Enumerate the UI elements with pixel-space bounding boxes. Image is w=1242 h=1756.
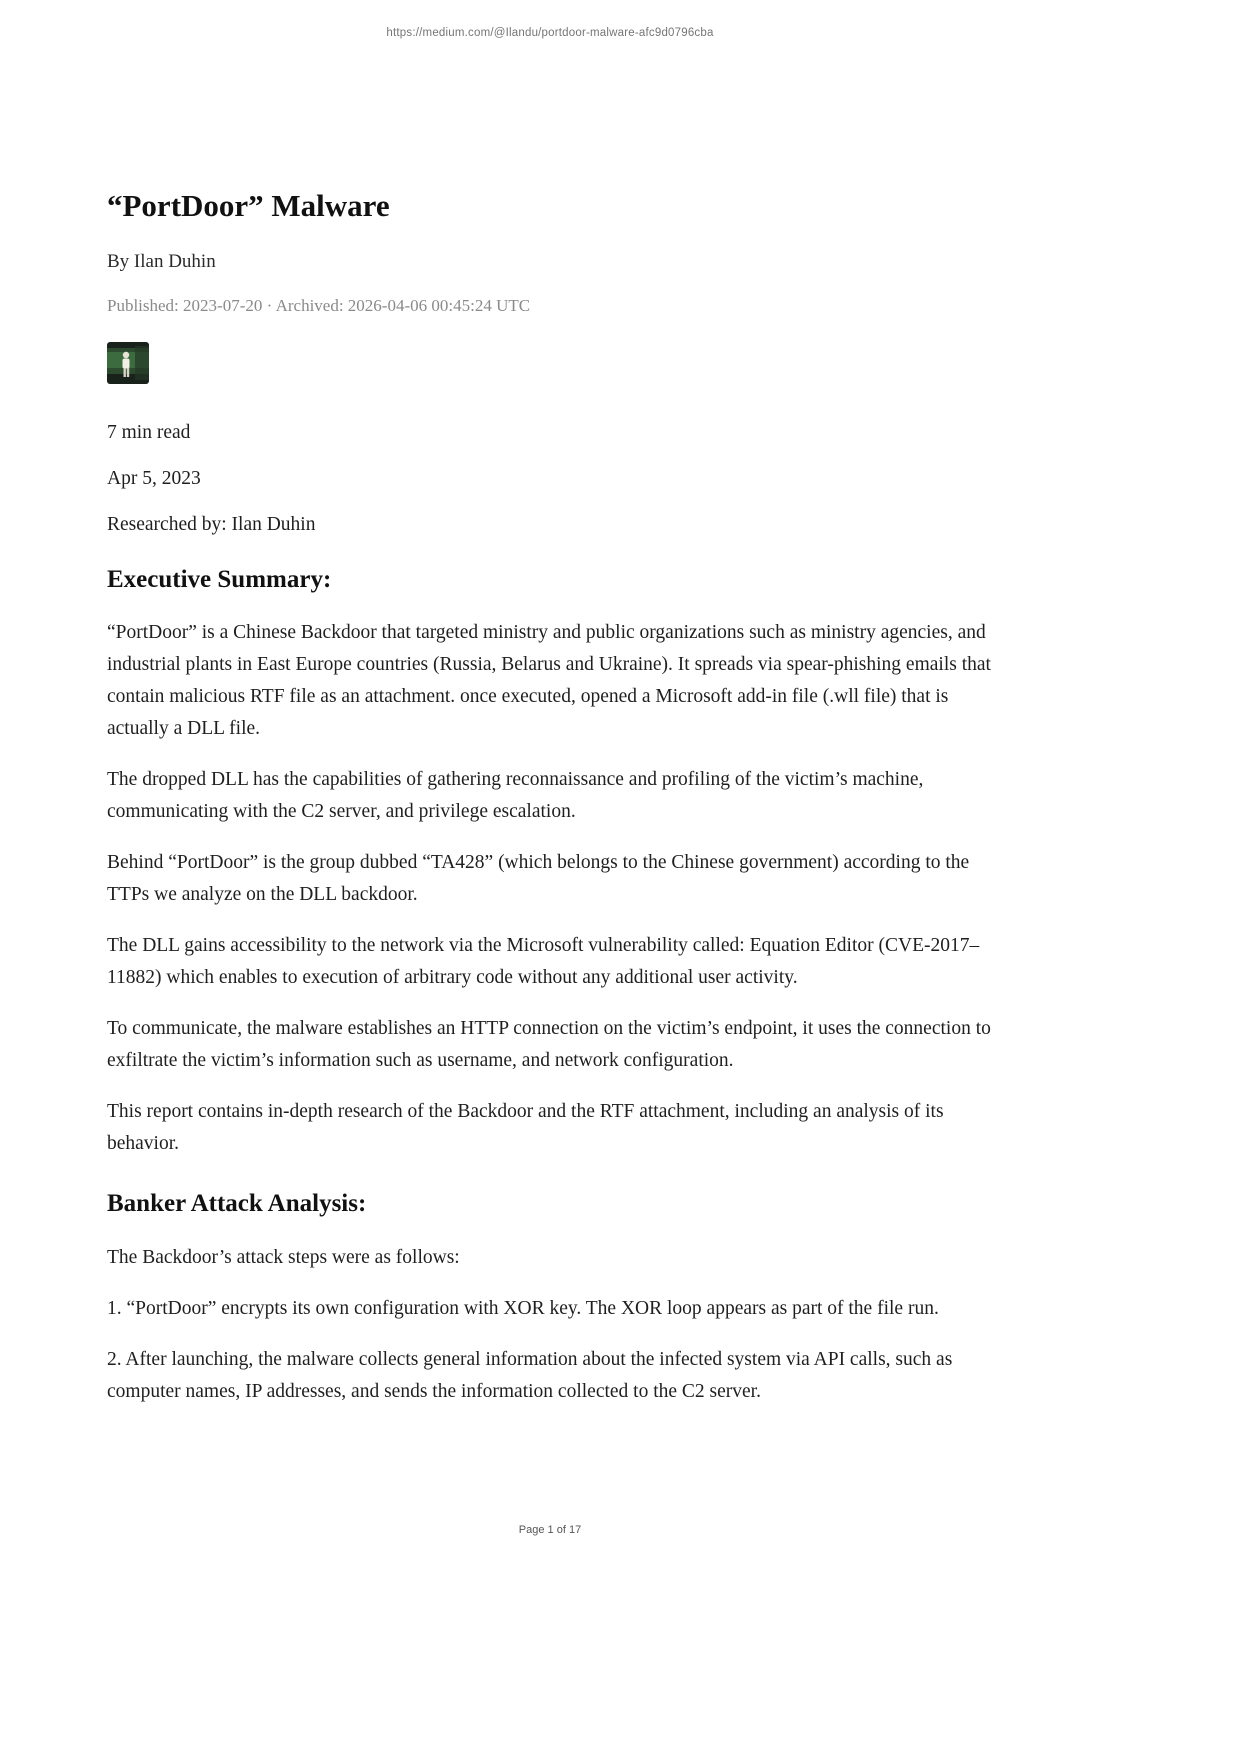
paragraph: 1. “PortDoor” encrypts its own configuration with XOR key. The XOR loop appears as part of the file run. <box>107 1298 939 1320</box>
read-time: 7 min read <box>107 421 191 443</box>
paragraph: To communicate, the malware establishes an HTTP connection on the victim’s endpoint, it uses the connection to exfiltrate the victim’s information such as username, and network configuration. <box>107 1018 991 1072</box>
section-heading-executive-summary: Executive Summary: <box>107 565 332 593</box>
article-content <box>107 0 993 1408</box>
author-avatar-image <box>107 342 149 384</box>
article-byline: By Ilan Duhin <box>107 250 216 272</box>
paragraph: Behind “PortDoor” is the group dubbed “TA428” (which belongs to the Chinese government) according to the TTPs we analyze on the DLL backdoor. <box>107 852 970 906</box>
paragraph: “PortDoor” is a Chinese Backdoor that targeted ministry and public organizations such as ministry agencies, and industrial plants in East Europe countries (Russia, Belarus and Ukraine). It spreads via spear-phishing emails that contain malicious RTF file as an attachment. once executed, opened a Microsoft add-in file (.wll file) that is actually a DLL file. <box>107 622 991 740</box>
paragraph: This report contains in-depth research of the Backdoor and the RTF attachment, including an analysis of its behavior. <box>107 1101 944 1155</box>
paragraph: The Backdoor’s attack steps were as follows: <box>107 1247 460 1269</box>
researched-by: Researched by: Ilan Duhin <box>107 513 316 535</box>
author-avatar <box>107 342 149 384</box>
article-title: “PortDoor” Malware <box>107 188 390 223</box>
paragraph: The dropped DLL has the capabilities of gathering reconnaissance and profiling of the victim’s machine, communicating with the C2 server, and privilege escalation. <box>107 769 924 823</box>
article-date: Apr 5, 2023 <box>107 467 201 489</box>
page-number: Page 1 of 17 <box>518 1524 582 1536</box>
source-url: https://medium.com/@Ilandu/portdoor-malware-afc9d0796cba <box>386 27 714 39</box>
paragraph: 2. After launching, the malware collects general information about the infected system via API calls, such as computer names, IP addresses, and sends the information collected to the C2 server. <box>107 1349 953 1403</box>
section-heading-banker-attack-analysis: Banker Attack Analysis: <box>107 1190 367 1218</box>
publish-archive-meta: Published: 2023-07-20 · Archived: 2026-04-06 00:45:24 UTC <box>107 295 531 315</box>
paragraph: The DLL gains accessibility to the network via the Microsoft vulnerability called: Equation Editor (CVE-2017–11882) which enables to execution of arbitrary code without any additional user activity. <box>107 935 980 989</box>
